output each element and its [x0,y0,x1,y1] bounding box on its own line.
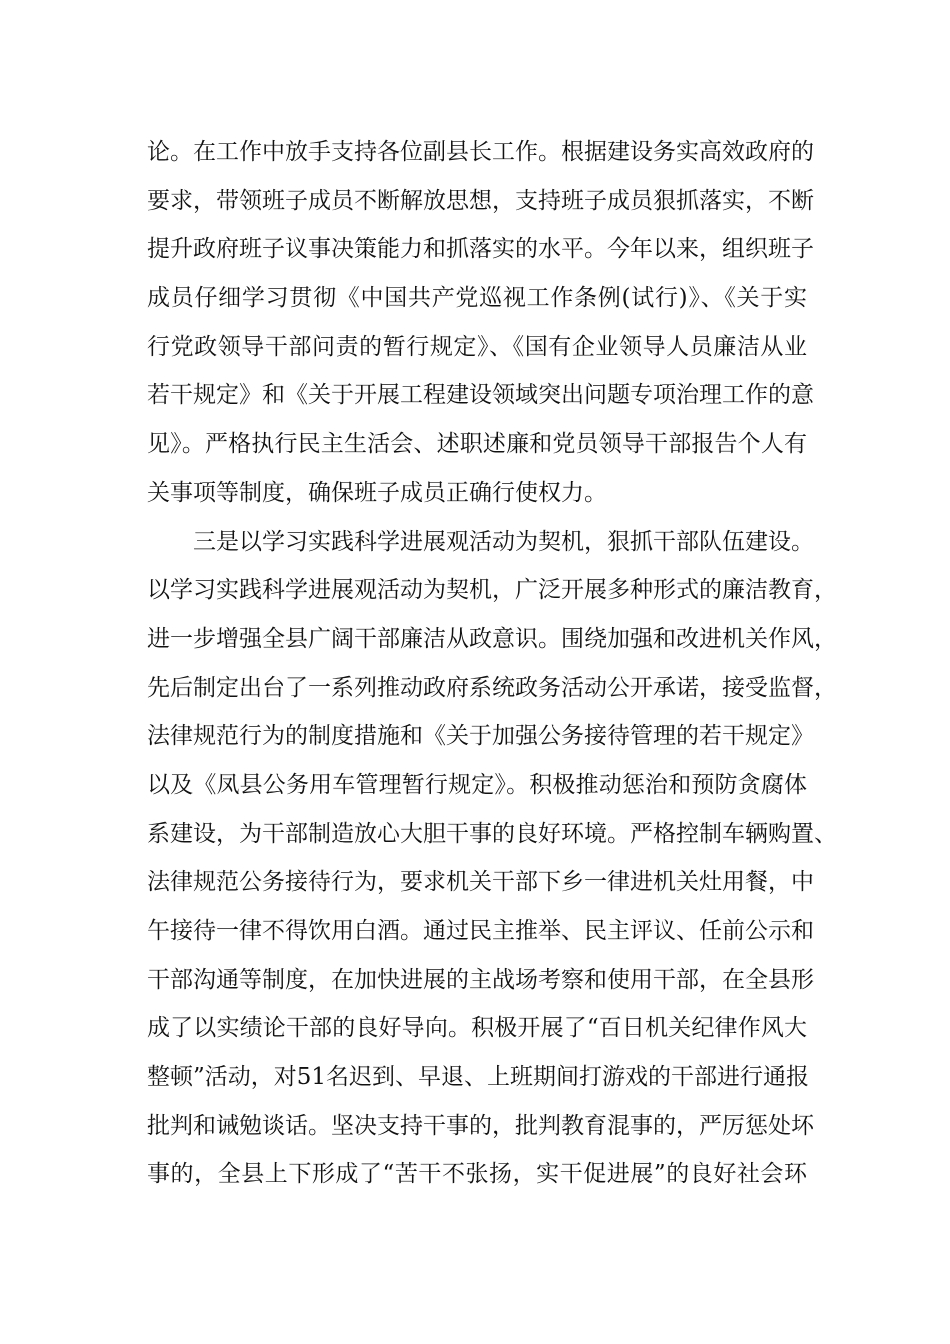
text-line: 论。在工作中放手支持各位副县长工作。根据建设务实高效政府的 [147,139,814,165]
text-line: 整顿”活动，对51名迟到、早退、上班期间打游戏的干部进行通报 [147,1064,810,1091]
text-line: 以及《凤县公务用车管理暂行规定》。积极推动惩治和预防贪腐体 [147,771,807,798]
paragraph-2 [147,518,837,1200]
text-line: 批判和诫勉谈话。坚决支持干事的，批判教育混事的，严厉惩处坏 [147,1112,814,1139]
text-line: 成了以实绩论干部的良好导向。积极开展了“百日机关纪律作风大 [147,1015,807,1042]
text-line: 法律规范行为的制度措施和《关于加强公务接待管理的若干规定》 [147,723,814,750]
text-line: 先后制定出台了一系列推动政府系统政务活动公开承诺，接受监督， [147,674,837,701]
text-line: 提升政府班子议事决策能力和抓落实的水平。今年以来，组织班子 [147,236,814,263]
text-line: 行党政领导干部问责的暂行规定》、《国有企业领导人员廉洁从业 [147,333,807,360]
text-line: 法律规范公务接待行为，要求机关干部下乡一律进机关灶用餐，中 [147,869,814,896]
text-line: 进一步增强全县广阔干部廉洁从政意识。围绕加强和改进机关作风， [147,625,837,652]
text-line: 三是以学习实践科学进展观活动为契机，狠抓干部队伍建设。 [193,528,814,555]
document-body [147,128,837,1199]
text-line: 要求，带领班子成员不断解放思想，支持班子成员狠抓落实，不断 [147,187,814,214]
text-line: 成员仔细学习贯彻《中国共产党巡视工作条例(试行)》、《关于实 [147,285,807,312]
text-line: 关事项等制度，确保班子成员正确行使权力。 [147,479,607,506]
paragraph-1 [147,128,814,518]
text-line: 见》。严格执行民主生活会、述职述廉和党员领导干部报告个人有 [147,431,807,458]
text-line: 干部沟通等制度，在加快进展的主战场考察和使用干部，在全县形 [147,966,814,993]
text-line: 午接待一律不得饮用白酒。通过民主推举、民主评议、任前公示和 [147,918,814,944]
text-line: 系建设，为干部制造放心大胆干事的良好环境。严格控制车辆购置、 [147,820,837,847]
text-line: 若干规定》和《关于开展工程建设领域突出问题专项治理工作的意 [147,382,814,409]
text-line: 以学习实践科学进展观活动为契机，广泛开展多种形式的廉洁教育， [147,577,837,604]
text-line: 事的，全县上下形成了“苦干不张扬，实干促进展”的良好社会环 [147,1161,807,1188]
